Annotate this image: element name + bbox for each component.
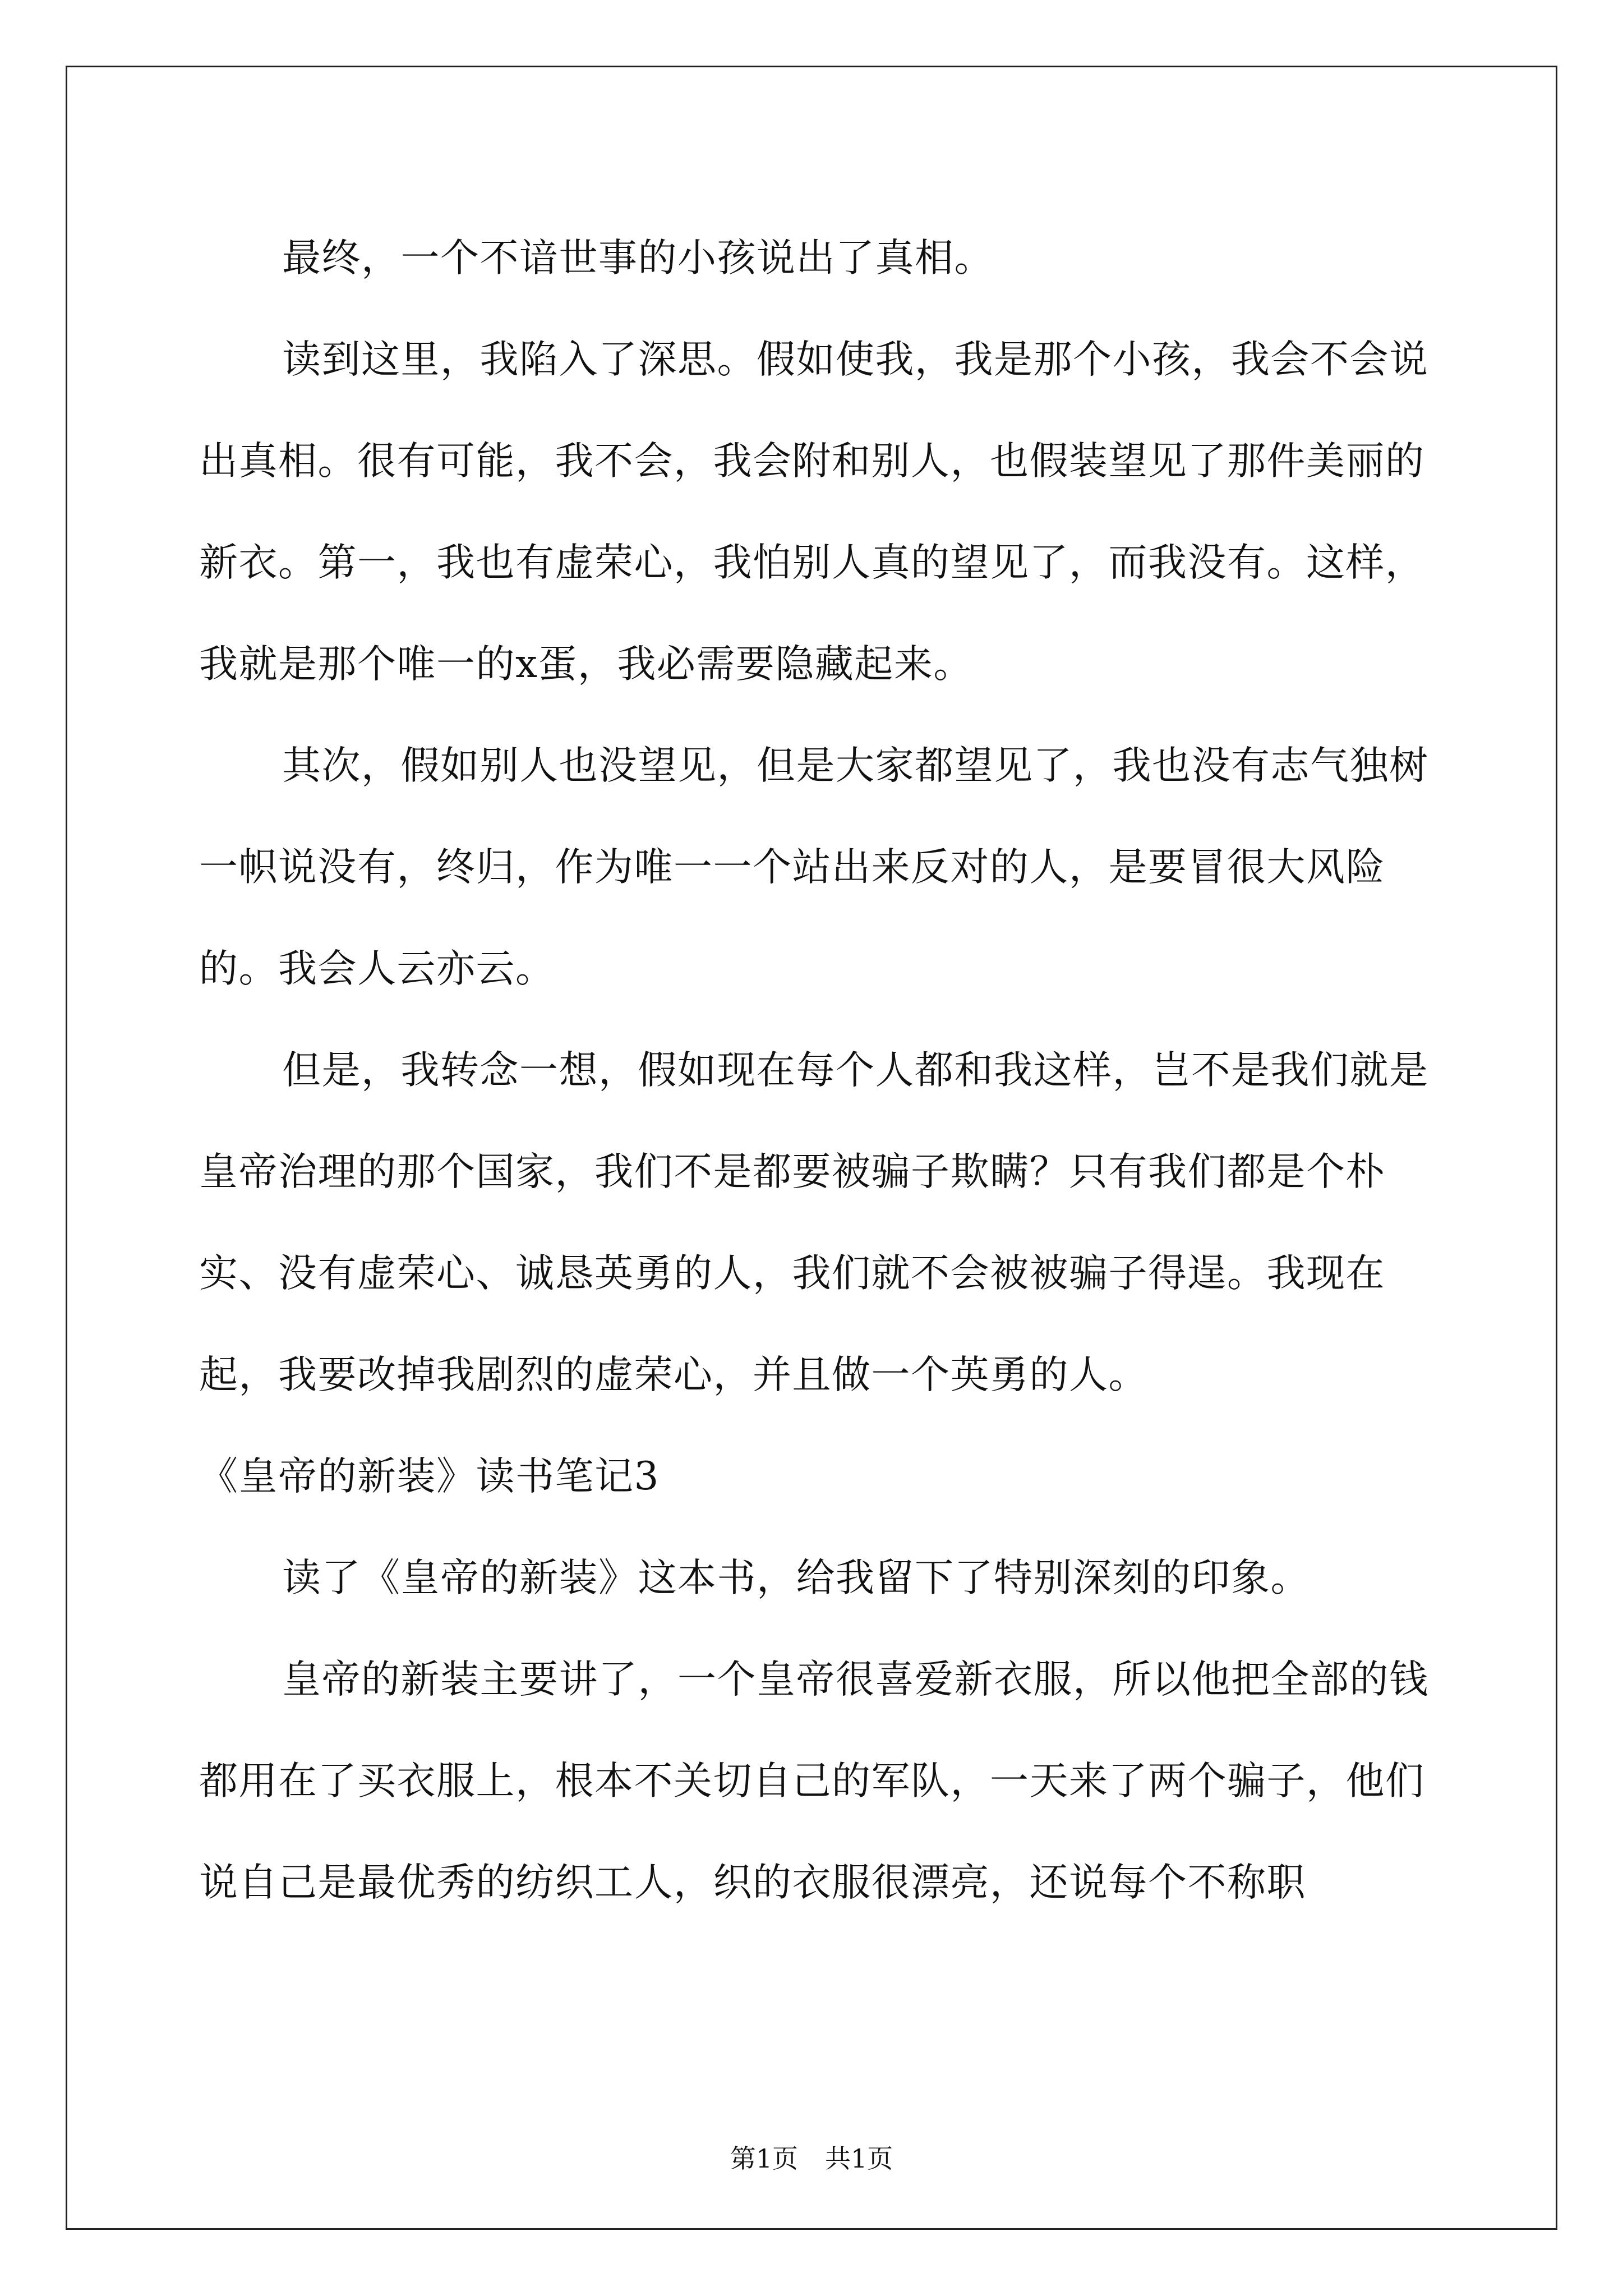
document-body bbox=[199, 208, 1433, 1934]
paragraph: 皇帝的新装主要讲了，一个皇帝很喜爱新衣服，所以他把全部的钱都用在了买衣服上，根本不关切自己的军队，一天来了两个骗子，他们说自己是最优秀的纺织工人，织的衣服很漂亮，还说每个不称职 bbox=[199, 1657, 1429, 1905]
page-number: 第1页 bbox=[730, 2143, 798, 2174]
paragraph: 读到这里，我陷入了深思。假如使我，我是那个小孩，我会不会说出真相。很有可能，我不会，我会附和别人，也假装望见了那件美丽的新衣。第一，我也有虚荣心，我怕别人真的望见了，而我没有。这样，我就是那个唯一的x蛋，我必需要隐藏起来。 bbox=[199, 337, 1429, 687]
section-heading: 《皇帝的新装》读书笔记3 bbox=[199, 1454, 660, 1499]
paragraph: 最终，一个不谙世事的小孩说出了真相。 bbox=[282, 236, 994, 280]
paragraph: 其次，假如别人也没望见，但是大家都望见了，我也没有志气独树一帜说没有，终归，作为唯一一个站出来反对的人，是要冒很大风险的。我会人云亦云。 bbox=[199, 743, 1429, 991]
paragraph: 但是，我转念一想，假如现在每个人都和我这样，岂不是我们就是皇帝治理的那个国家，我们不是都要被骗子欺瞒？只有我们都是个朴实、没有虚荣心、诚恳英勇的人，我们就不会被被骗子得逞。我现在起，我要改掉我剧烈的虚荣心，并且做一个英勇的人。 bbox=[199, 1048, 1429, 1397]
page-total: 共1页 bbox=[825, 2143, 893, 2174]
page-footer bbox=[0, 2142, 1623, 2175]
paragraph: 读了《皇帝的新装》这本书，给我留下了特别深刻的印象。 bbox=[282, 1556, 1310, 1600]
